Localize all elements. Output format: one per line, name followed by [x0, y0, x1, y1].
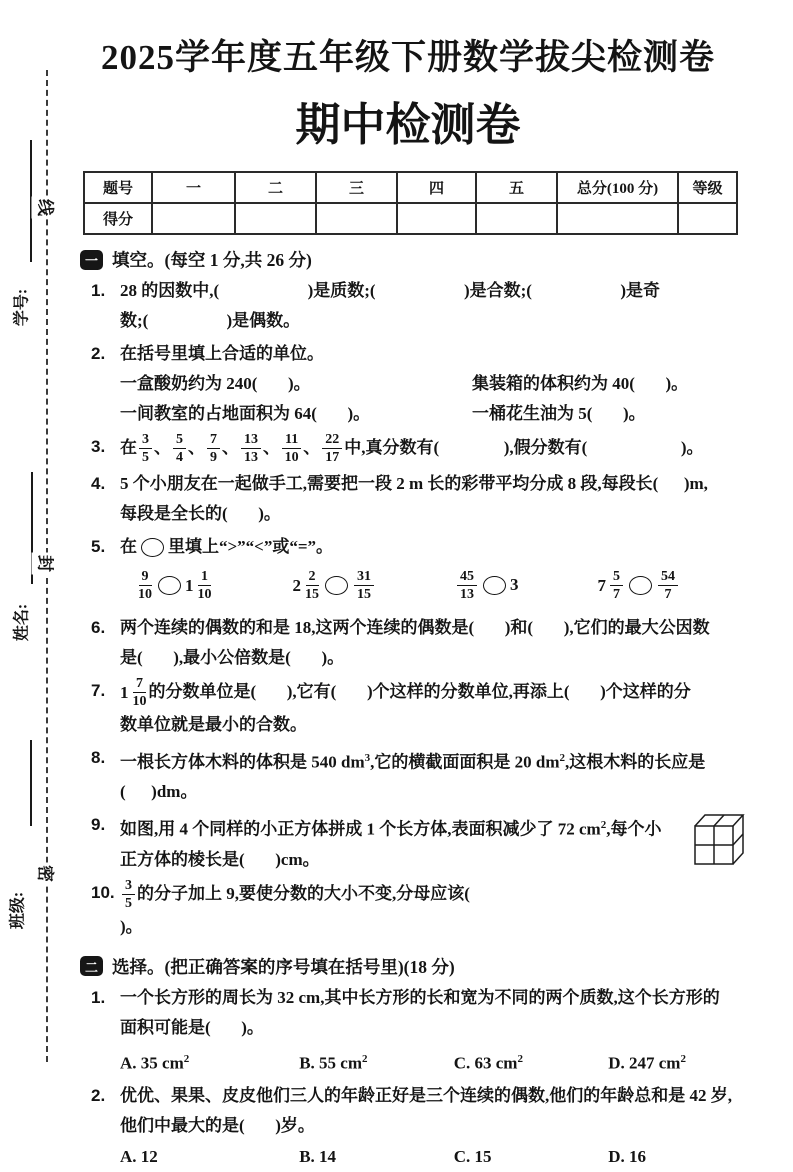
superscript: 2 — [680, 1052, 686, 1065]
question-number: 5. — [91, 536, 106, 556]
fraction — [138, 569, 152, 603]
question-line: 如图,用 4 个同样的小正方体拼成 1 个长方体,表面积减少了 72 $cm^2$,每个小 — [120, 819, 662, 839]
answer-blank — [439, 452, 504, 453]
student-id-label: 学号: — [13, 288, 31, 327]
question-line — [120, 369, 738, 399]
question-number: 1. — [91, 281, 106, 300]
question-line: $\frac{3}{5}$ 的分子加上 9,要使分数的大小不变,分母应该()。 — [120, 878, 738, 942]
comparison-circle — [141, 538, 164, 557]
fraction-numerator: 5 — [610, 569, 623, 586]
section — [78, 247, 738, 942]
fraction-denominator: 10 — [132, 694, 147, 710]
fraction — [122, 878, 135, 912]
question-number: 7. — [91, 680, 106, 700]
score-table-column-header: 三 — [316, 172, 397, 203]
comparison-item: $\frac{45}{13}$ 3 — [455, 569, 519, 603]
options-row — [120, 1044, 738, 1079]
section-header — [80, 954, 738, 979]
mixed-whole: 7 — [597, 575, 606, 595]
score-table-column-header: 五 — [476, 172, 557, 203]
score-table-column-header: 等级 — [678, 172, 737, 203]
fraction-denominator: 10 — [284, 450, 299, 466]
question-number: 8. — [91, 747, 106, 767]
question-number: 4. — [91, 473, 106, 493]
seal-char-seal: 封 — [32, 553, 63, 575]
answer-blank — [143, 662, 174, 663]
paper-subtitle: 期中检测卷 — [295, 100, 521, 150]
fraction-numerator: 7 — [133, 676, 146, 693]
seal-char-line: 线 — [32, 197, 63, 219]
comparison-circle — [158, 576, 181, 595]
question — [78, 676, 738, 740]
fraction — [658, 569, 678, 603]
question-number: 10. — [91, 882, 115, 902]
comparison-circle — [483, 576, 506, 595]
question — [78, 743, 738, 808]
score-row-label: 得分 — [84, 203, 152, 234]
question-line: 一个长方形的周长为 32 cm,其中长方形的长和宽为不同的两个质数,这个长方形的 — [120, 987, 720, 1007]
fraction — [354, 569, 374, 603]
fraction-denominator: 10 — [197, 587, 212, 603]
question — [78, 276, 738, 336]
fraction — [457, 569, 477, 603]
paper-title: 2025学年度五年级下册数学拔尖检测卷 — [100, 38, 715, 77]
section — [78, 954, 738, 1172]
fraction — [173, 432, 186, 466]
option: D. 247 $cm^2$ — [608, 1052, 686, 1073]
answer-blank — [336, 696, 367, 697]
fraction-denominator: 9 — [210, 450, 217, 466]
fraction-numerator: 3 — [122, 878, 135, 895]
comparison-row — [120, 562, 738, 610]
fraction-numerator: 22 — [322, 432, 342, 449]
mixed-whole: 1 — [120, 682, 129, 702]
class-label: 班级: — [9, 891, 27, 930]
question-line: 28 的因数中,( )是质数;( )是合数;( )是奇 — [120, 281, 660, 300]
fraction-denominator: 10 — [138, 587, 152, 603]
score-cell — [476, 203, 557, 234]
fraction-denominator: 17 — [325, 450, 340, 466]
score-table-corner: 题号 — [84, 172, 152, 203]
section-badge: 二 — [80, 956, 103, 976]
question — [78, 983, 738, 1079]
fraction-numerator: 31 — [354, 569, 374, 586]
answer-blank — [658, 488, 684, 489]
option: C. 15 — [453, 1147, 492, 1167]
superscript: 3 — [364, 751, 371, 764]
answer-blank — [470, 898, 734, 899]
fraction — [139, 432, 152, 466]
score-cell — [235, 203, 316, 234]
superscript: 2 — [559, 751, 565, 764]
score-table-header-row — [84, 172, 737, 203]
question — [78, 469, 738, 529]
question-line: 数单位就是最小的合数。 — [120, 714, 307, 734]
question-line: 优优、果果、皮皮他们三人的年龄正好是三个连续的偶数,他们的年龄总和是 42 岁, — [120, 1086, 732, 1106]
score-table-column-header: 一 — [152, 172, 235, 203]
answer-blank — [291, 662, 322, 663]
unit-fill-item: 集装箱的体积约为 40( )。 — [472, 374, 689, 393]
score-table-score-row — [84, 203, 737, 234]
question — [78, 339, 738, 429]
answer-blank — [376, 295, 464, 296]
class-blank-line — [30, 740, 32, 826]
cube-figure — [692, 810, 746, 868]
section-title: 填空。(每空 1 分,共 26 分) — [112, 250, 312, 270]
question-line: 数;( )是偶数。 — [120, 311, 301, 330]
question-line — [120, 399, 738, 429]
answer-blank — [474, 632, 505, 633]
fraction-denominator: 5 — [125, 896, 132, 912]
unit-fill-item: 一桶花生油为 5( )。 — [472, 404, 646, 423]
student-name-label: 姓名: — [13, 603, 31, 642]
fraction-denominator: 13 — [244, 450, 258, 466]
score-table-column-header: 二 — [235, 172, 316, 203]
answer-blank — [570, 696, 601, 697]
comparison-circle — [325, 576, 348, 595]
question-number: 2. — [91, 344, 106, 363]
answer-blank — [245, 864, 276, 865]
answer-blank — [592, 418, 623, 419]
option: A. 12 — [120, 1147, 158, 1167]
superscript: 2 — [517, 1052, 523, 1065]
mixed-whole: 1 — [185, 575, 194, 595]
section-header — [80, 247, 738, 272]
seal-char-secret: 密 — [32, 863, 63, 885]
superscript: 2 — [183, 1052, 190, 1065]
question-number: 9. — [91, 815, 106, 835]
sections — [78, 247, 738, 1172]
question — [78, 532, 738, 610]
fraction-numerator: 7 — [207, 432, 220, 449]
answer-blank — [245, 1130, 276, 1131]
question — [78, 613, 738, 673]
unit-fill-item: 一间教室的占地面积为 64( )。 — [120, 404, 371, 423]
question — [78, 1081, 738, 1172]
answer-blank — [532, 295, 620, 296]
score-table-column-header: 总分(100 分) — [557, 172, 678, 203]
fraction-denominator: 13 — [460, 587, 474, 603]
fraction — [282, 432, 301, 466]
option: B. 14 — [299, 1147, 337, 1167]
answer-blank — [257, 388, 288, 389]
question-number: 6. — [91, 617, 106, 637]
fraction — [198, 569, 212, 603]
question-line: 在括号里填上合适的单位。 — [120, 344, 324, 363]
option: A. 35 $cm^2$ — [120, 1052, 190, 1073]
question-line: 在 $\frac{3}{5}$ 、 $\frac{5}{4}$ 、 $\frac{7}{9}$ 、 $\frac{13}{13}$ 、 $\frac{11}{10}$ 、 $\frac{22}{17}$ 中,真分数有( ),假分数有( )。 — [120, 432, 704, 466]
answer-blank — [587, 452, 681, 453]
fraction-numerator: 54 — [658, 569, 678, 586]
option: B. 55 $cm^2$ — [299, 1052, 368, 1073]
paper-content — [78, 18, 738, 1172]
comparison-item — [293, 569, 377, 603]
superscript: 2 — [600, 819, 607, 832]
question-line: 在 里填上“>”“<”或“=”。 — [120, 536, 334, 556]
option: C. 63 $cm^2$ — [453, 1052, 523, 1073]
fraction-numerator: 11 — [282, 432, 301, 449]
question-line: 每段是全长的( )。 — [120, 503, 281, 523]
score-cell — [397, 203, 476, 234]
question-line: 1 $\frac{7}{10}$ 的分数单位是( ),它有( )个这样的分数单位,再添上( )个这样的分 — [120, 675, 691, 710]
score-table — [83, 171, 738, 235]
question-line: 面积可能是( )。 — [120, 1017, 264, 1037]
fraction-denominator: 7 — [664, 587, 672, 603]
fraction-denominator: 15 — [305, 587, 319, 603]
question-line: 正方体的棱长是( )cm。 — [120, 849, 320, 869]
question-number: 1. — [91, 987, 106, 1007]
score-cell — [678, 203, 737, 234]
question — [78, 432, 738, 466]
question-number: 3. — [91, 437, 106, 456]
comparison-item — [598, 569, 681, 603]
question-line: 是( ),最小公倍数是( )。 — [120, 647, 345, 667]
answer-blank — [211, 1032, 242, 1033]
question-line: ( )dm。 — [120, 782, 198, 802]
fraction-numerator: 1 — [198, 569, 211, 586]
answer-blank — [228, 518, 259, 519]
fraction-numerator: 2 — [306, 569, 319, 586]
fraction-numerator: 45 — [457, 569, 477, 586]
question-line: 一根长方体木料的体积是 540 $dm^3$,它的横截面面积是 20 $dm^2$,这根木料的长应是 — [120, 751, 706, 772]
score-table-column-header: 四 — [397, 172, 476, 203]
fraction — [322, 432, 342, 466]
options-row — [120, 1142, 738, 1172]
question — [78, 878, 738, 942]
section-title: 选择。(把正确答案的序号填在括号里)(18 分) — [112, 956, 455, 977]
question-line: 两个连续的偶数的和是 18,这两个连续的偶数是( )和( ),它们的最大公因数 — [120, 617, 710, 637]
question-line: 他们中最大的是( )岁。 — [120, 1116, 315, 1136]
mixed-number — [598, 569, 626, 603]
fraction — [241, 432, 261, 466]
score-cell — [557, 203, 678, 234]
score-cell — [152, 203, 235, 234]
fraction-numerator: 3 — [139, 432, 152, 449]
question — [78, 810, 738, 875]
fraction-numerator: 9 — [139, 569, 152, 586]
answer-blank — [256, 696, 287, 697]
answer-blank — [148, 325, 226, 326]
score-cell — [316, 203, 397, 234]
answer-blank — [635, 388, 666, 389]
superscript: 2 — [362, 1052, 368, 1065]
comparison-circle — [629, 576, 652, 595]
mixed-number — [185, 569, 214, 603]
mixed-number — [293, 569, 322, 603]
fraction — [207, 432, 220, 466]
fraction — [305, 569, 319, 603]
answer-blank — [126, 796, 152, 797]
fraction-denominator: 4 — [176, 450, 183, 466]
fraction-denominator: 15 — [357, 587, 371, 603]
answer-blank — [317, 418, 348, 419]
question-line: 5 个小朋友在一起做手工,需要把一段 2 m 长的彩带平均分成 8 段,每段长( )m, — [120, 473, 708, 493]
option: D. 16 — [608, 1147, 646, 1167]
fraction-denominator: 7 — [613, 587, 620, 603]
fraction — [133, 676, 147, 710]
fraction-numerator: 13 — [241, 432, 261, 449]
fraction-denominator: 5 — [142, 450, 149, 466]
fraction-numerator: 5 — [173, 432, 186, 449]
section-badge: 一 — [80, 250, 103, 270]
answer-blank — [219, 295, 307, 296]
mixed-number — [120, 676, 149, 710]
question-number: 2. — [91, 1086, 106, 1106]
answer-blank — [533, 632, 564, 633]
unit-fill-item: 一盒酸奶约为 240( )。 — [120, 374, 311, 393]
mixed-whole: 2 — [292, 575, 301, 595]
comparison-item — [136, 569, 214, 603]
fraction — [610, 569, 623, 603]
